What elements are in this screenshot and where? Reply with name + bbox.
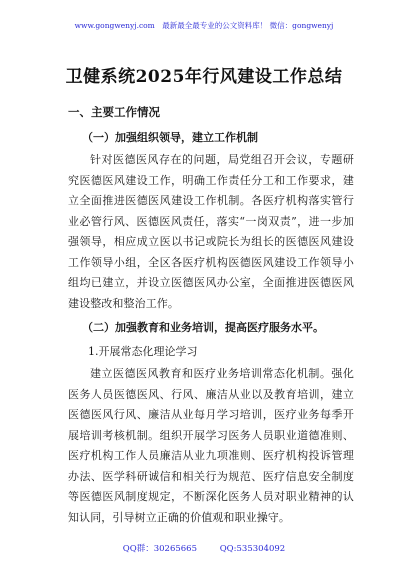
qq-group-label: QQ群：30265665 <box>122 544 197 554</box>
section-heading-main-work: 一、主要工作情况 <box>68 105 160 119</box>
subsection-heading-leadership: （一）加强组织领导，建立工作机制 <box>82 131 258 144</box>
qq-label: QQ:535304092 <box>219 544 286 554</box>
paragraph-theory-study: 建立医德医风教育和医疗业务培训常态化机制。强化医务人员医德医风、行风、廉洁从业以及教育培训，建立医德医风行风、廉洁从业每月学习培训，医疗业务每季开展培训考核机制。组织开展学习医务人员职业道德准则、医疗机构工作人员廉洁从业九项准则、医疗机构投诉管理办法、医学科研诚信和相关行为规范、医疗信息安全制度等医德医风制度规定，不断深化医务人员对职业精神的认知认同，引导树立正确的价值观和职业操守。 <box>68 367 354 524</box>
page-footer-contacts <box>0 542 408 554</box>
document-title: 卫健系统2025年行风建设工作总结 <box>65 67 343 87</box>
page-header-banner: www.gongwenyj.com 最新最全最专业的公文资料库！ 微信：gongwenyj <box>74 21 334 30</box>
item-heading-theory-study: 1.开展常态化理论学习 <box>88 345 198 358</box>
paragraph-leadership: 针对医德医风存在的问题，局党组召开会议，专题研究医德医风建设工作，明确工作责任分工和工作要求，建立全面推进医德医风建设工作机制。各医疗机构落实管行业必管行风、医德医风责任，落实“一岗双责”，进一步加强领导，相应成立医以书记或院长为组长的医德医风建设工作领导小组，全区各医疗机构医德医风建设工作领导小组均已建立，并设立医德医风办公室，全面推进医德医风建设整改和整治工作。 <box>68 153 354 310</box>
document-body <box>68 102 354 532</box>
subsection-heading-training: （二）加强教育和业务培训，提高医疗服务水平。 <box>82 321 324 334</box>
